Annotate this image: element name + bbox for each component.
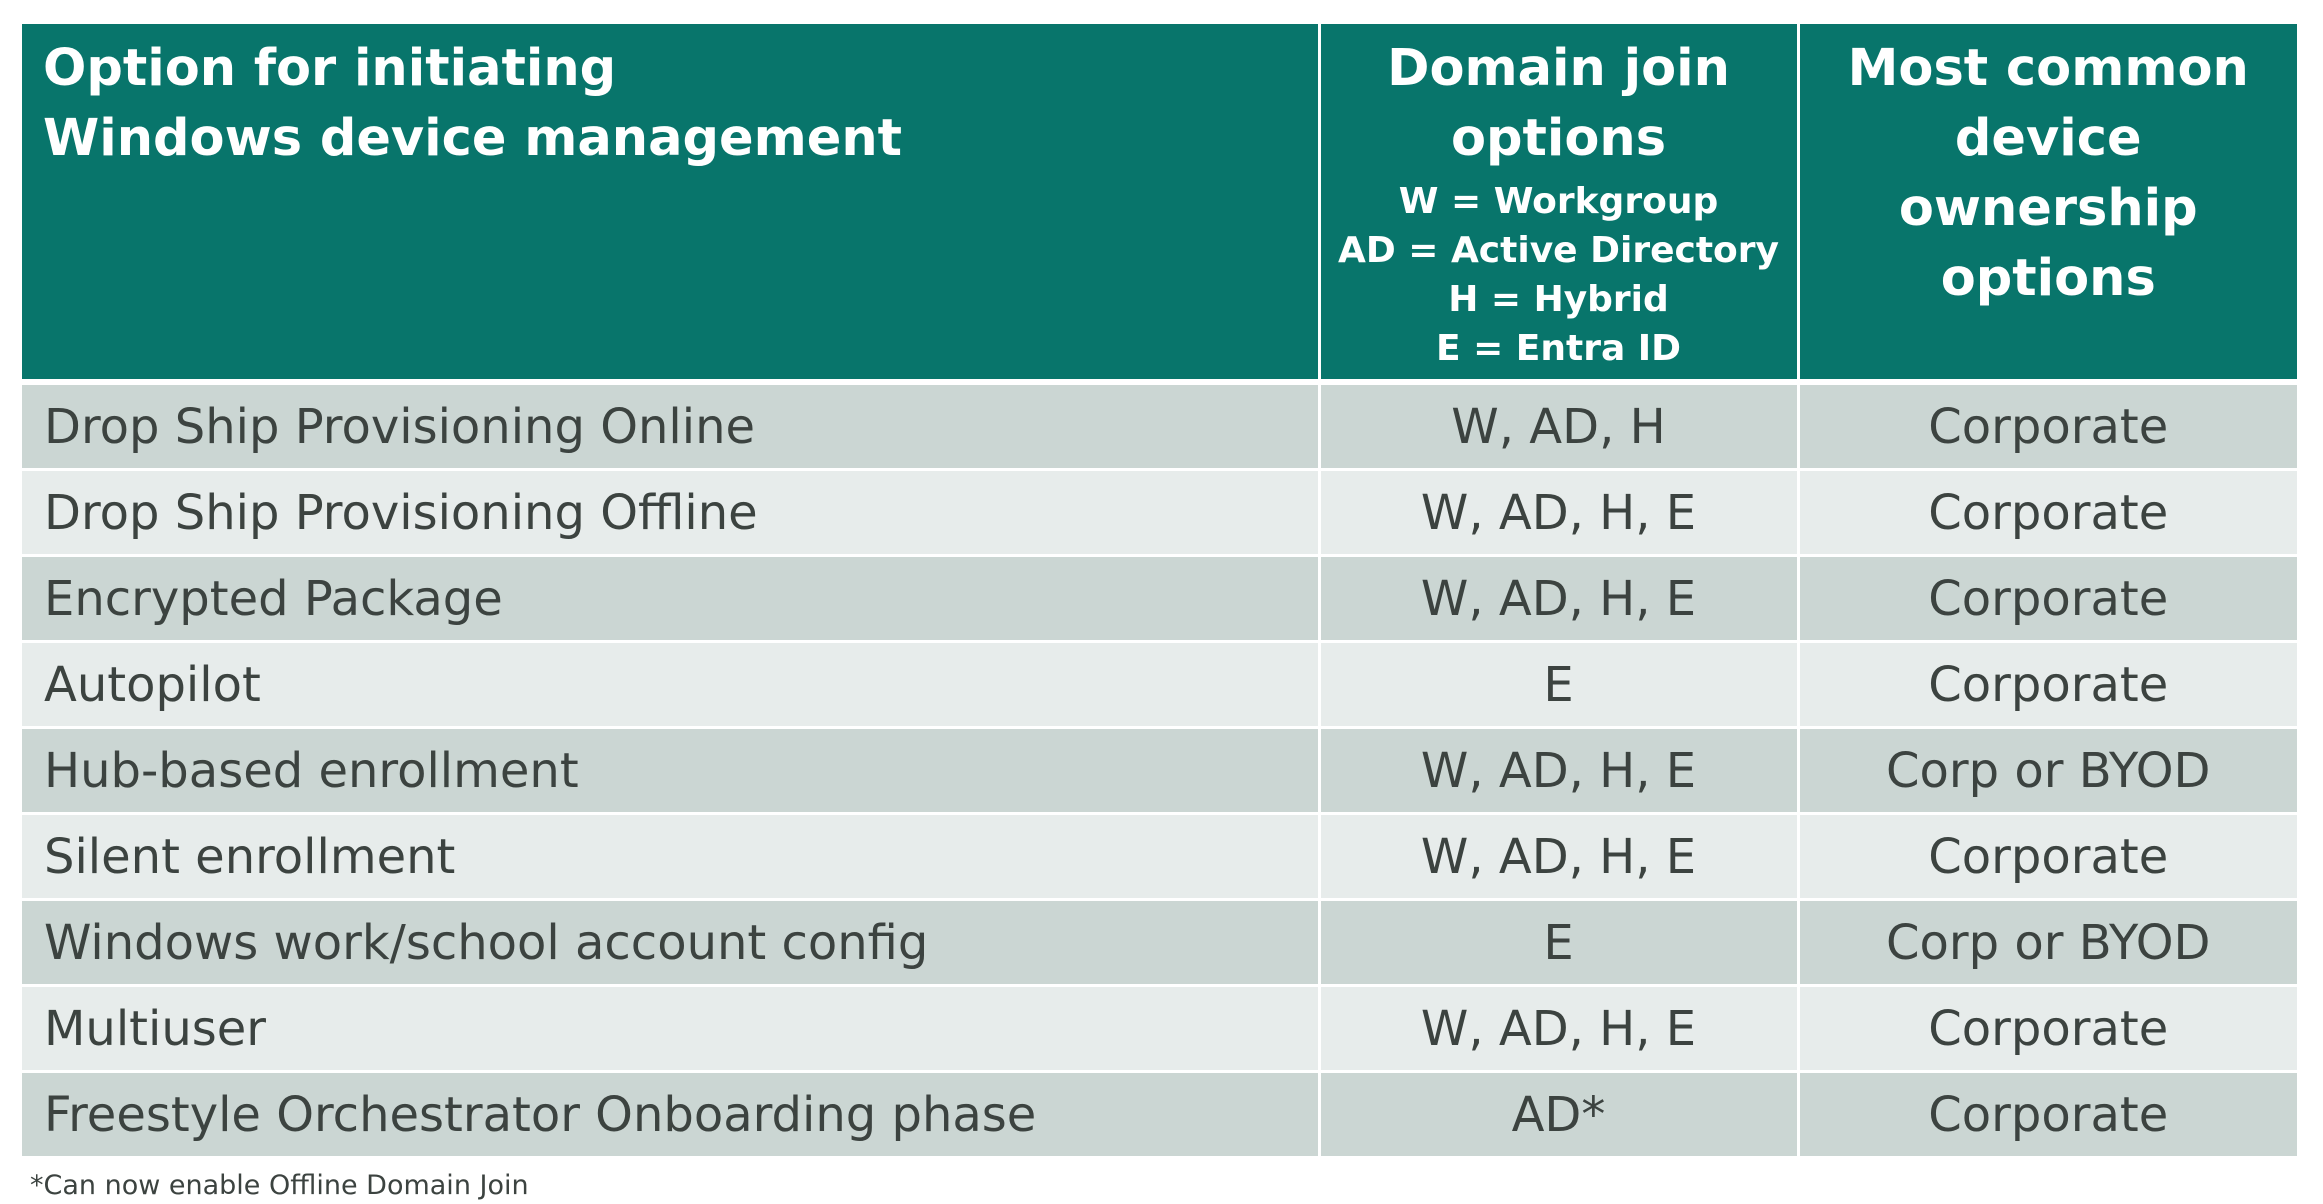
header-ownership [1798, 24, 2297, 382]
cell-domain-join: E [1319, 900, 1798, 986]
table-row [22, 382, 2297, 470]
table-row [22, 470, 2297, 556]
header-option [22, 24, 1319, 382]
footnote: *Can now enable Offline Domain Join [30, 1170, 529, 1201]
cell-domain-join: W, AD, H [1319, 382, 1798, 470]
cell-ownership: Corporate [1798, 382, 2297, 470]
cell-domain-join: W, AD, H, E [1319, 728, 1798, 814]
cell-option: Autopilot [22, 642, 1319, 728]
cell-domain-join: AD* [1319, 1072, 1798, 1158]
table-header [22, 24, 2297, 382]
table-body [22, 382, 2297, 1158]
cell-domain-join: W, AD, H, E [1319, 556, 1798, 642]
cell-option: Hub-based enrollment [22, 728, 1319, 814]
legend-item: H = Hybrid [1448, 279, 1669, 320]
domain-join-legend [1321, 177, 1797, 373]
cell-ownership: Corporate [1798, 470, 2297, 556]
cell-ownership: Corporate [1798, 556, 2297, 642]
comparison-table-container [22, 24, 2297, 1159]
cell-ownership: Corporate [1798, 1072, 2297, 1158]
cell-ownership: Corporate [1798, 642, 2297, 728]
cell-domain-join: W, AD, H, E [1319, 986, 1798, 1072]
table-row [22, 556, 2297, 642]
header-ownership-label: Most common device ownership options [1847, 39, 2249, 308]
cell-ownership: Corp or BYOD [1798, 728, 2297, 814]
cell-domain-join: W, AD, H, E [1319, 814, 1798, 900]
header-domain-join [1319, 24, 1798, 382]
device-management-options-table [22, 24, 2297, 1159]
legend-item: E = Entra ID [1435, 328, 1682, 369]
legend-item: AD = Active Directory [1337, 230, 1780, 271]
cell-domain-join: E [1319, 642, 1798, 728]
cell-option: Freestyle Orchestrator Onboarding phase [22, 1072, 1319, 1158]
table-row [22, 642, 2297, 728]
header-domain-join-label: Domain join options [1387, 39, 1730, 168]
cell-option: Drop Ship Provisioning Online [22, 382, 1319, 470]
cell-option: Silent enrollment [22, 814, 1319, 900]
table-row [22, 1072, 2297, 1158]
legend-item: W = Workgroup [1398, 181, 1719, 222]
cell-option: Windows work/school account config [22, 900, 1319, 986]
cell-option: Encrypted Package [22, 556, 1319, 642]
table-row [22, 986, 2297, 1072]
header-option-label: Option for initiating Windows device management [43, 39, 903, 168]
cell-option: Multiuser [22, 986, 1319, 1072]
cell-ownership: Corporate [1798, 986, 2297, 1072]
header-row [22, 24, 2297, 382]
cell-ownership: Corp or BYOD [1798, 900, 2297, 986]
cell-domain-join: W, AD, H, E [1319, 470, 1798, 556]
table-row [22, 900, 2297, 986]
table-row [22, 728, 2297, 814]
cell-ownership: Corporate [1798, 814, 2297, 900]
cell-option: Drop Ship Provisioning Offline [22, 470, 1319, 556]
table-row [22, 814, 2297, 900]
